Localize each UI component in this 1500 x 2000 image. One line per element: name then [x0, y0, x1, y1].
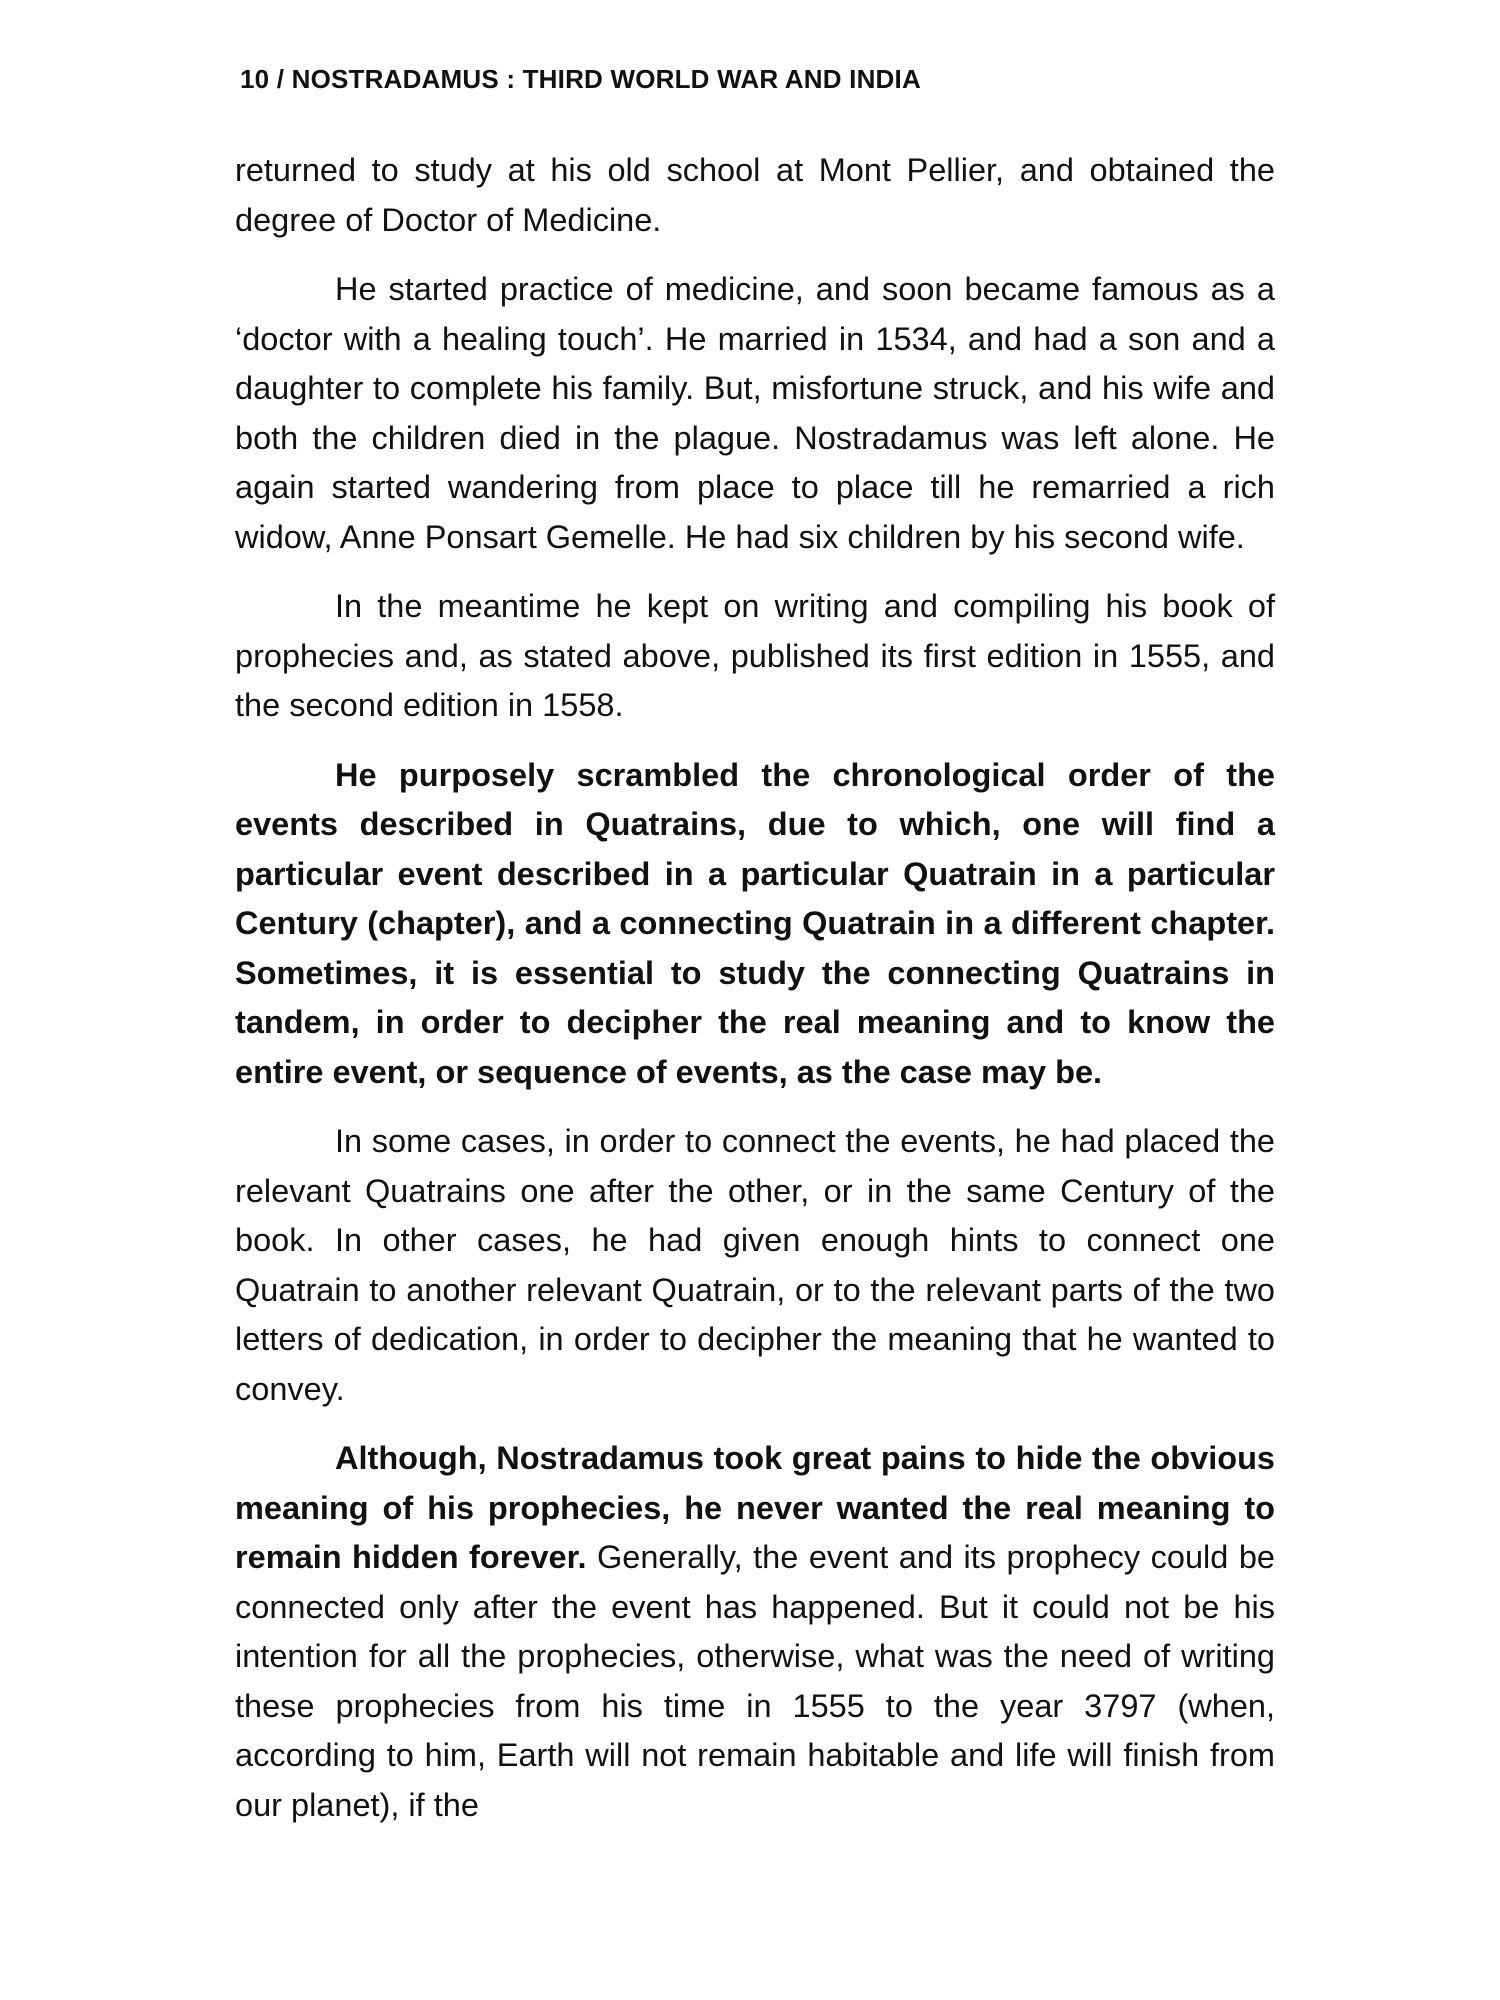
- paragraph-4-bold: He purposely scrambled the chronological order of the events described in Quatrains, due to which, one will find a particular event described in a particular Quatrain in a particular Century (chapter), and a connecting Quatrain in a different chapter. Sometimes, it is essential to study the connecting Quatrains in tandem, in order to decipher the real meaning and to know the entire event, or sequence of events, as the case may be.: [235, 756, 1275, 1090]
- paragraph-6-rest: Generally, the event and its prophecy could be connected only after the event has happened. But it could not be his intention for all the prophecies, otherwise, what was the need of writing these prophecies from his time in 1555 to the year 3797 (when, according to him, Earth will not remain habitable and life will finish from our planet), if the: [235, 1539, 1275, 1823]
- paragraph-3: In the meantime he kept on writing and compiling his book of prophecies and, as stated above, published its first edition in 1555, and the second edition in 1558.: [235, 588, 1275, 723]
- paragraph-1: returned to study at his old school at Mont Pellier, and obtained the degree of Doctor of Medicine.: [235, 152, 1275, 238]
- body-text: [235, 146, 1275, 1850]
- running-head: 10 / NOSTRADAMUS : THIRD WORLD WAR AND INDIA: [240, 64, 921, 94]
- paragraph-6-bold-lead: Although, Nostradamus took great pains to hide the obvious meaning of his prophecies, he never wanted the real meaning to remain hidden forever.: [235, 1440, 1275, 1575]
- paragraph-6: [235, 1434, 1275, 1830]
- paragraph-2: He started practice of medicine, and soon became famous as a ‘doctor with a healing touch’. He married in 1534, and had a son and a daughter to complete his family. But, misfortune struck, and his wife and both the children died in the plague. Nostradamus was left alone. He again started wandering from place to place till he remarried a rich widow, Anne Ponsart Gemelle. He had six children by his second wife.: [235, 271, 1275, 555]
- paragraph-5: In some cases, in order to connect the events, he had placed the relevant Quatrains one after the other, or in the same Century of the book. In other cases, he had given enough hints to connect one Quatrain to another relevant Quatrain, or to the relevant parts of the two letters of dedication, in order to decipher the meaning that he wanted to convey.: [235, 1123, 1275, 1407]
